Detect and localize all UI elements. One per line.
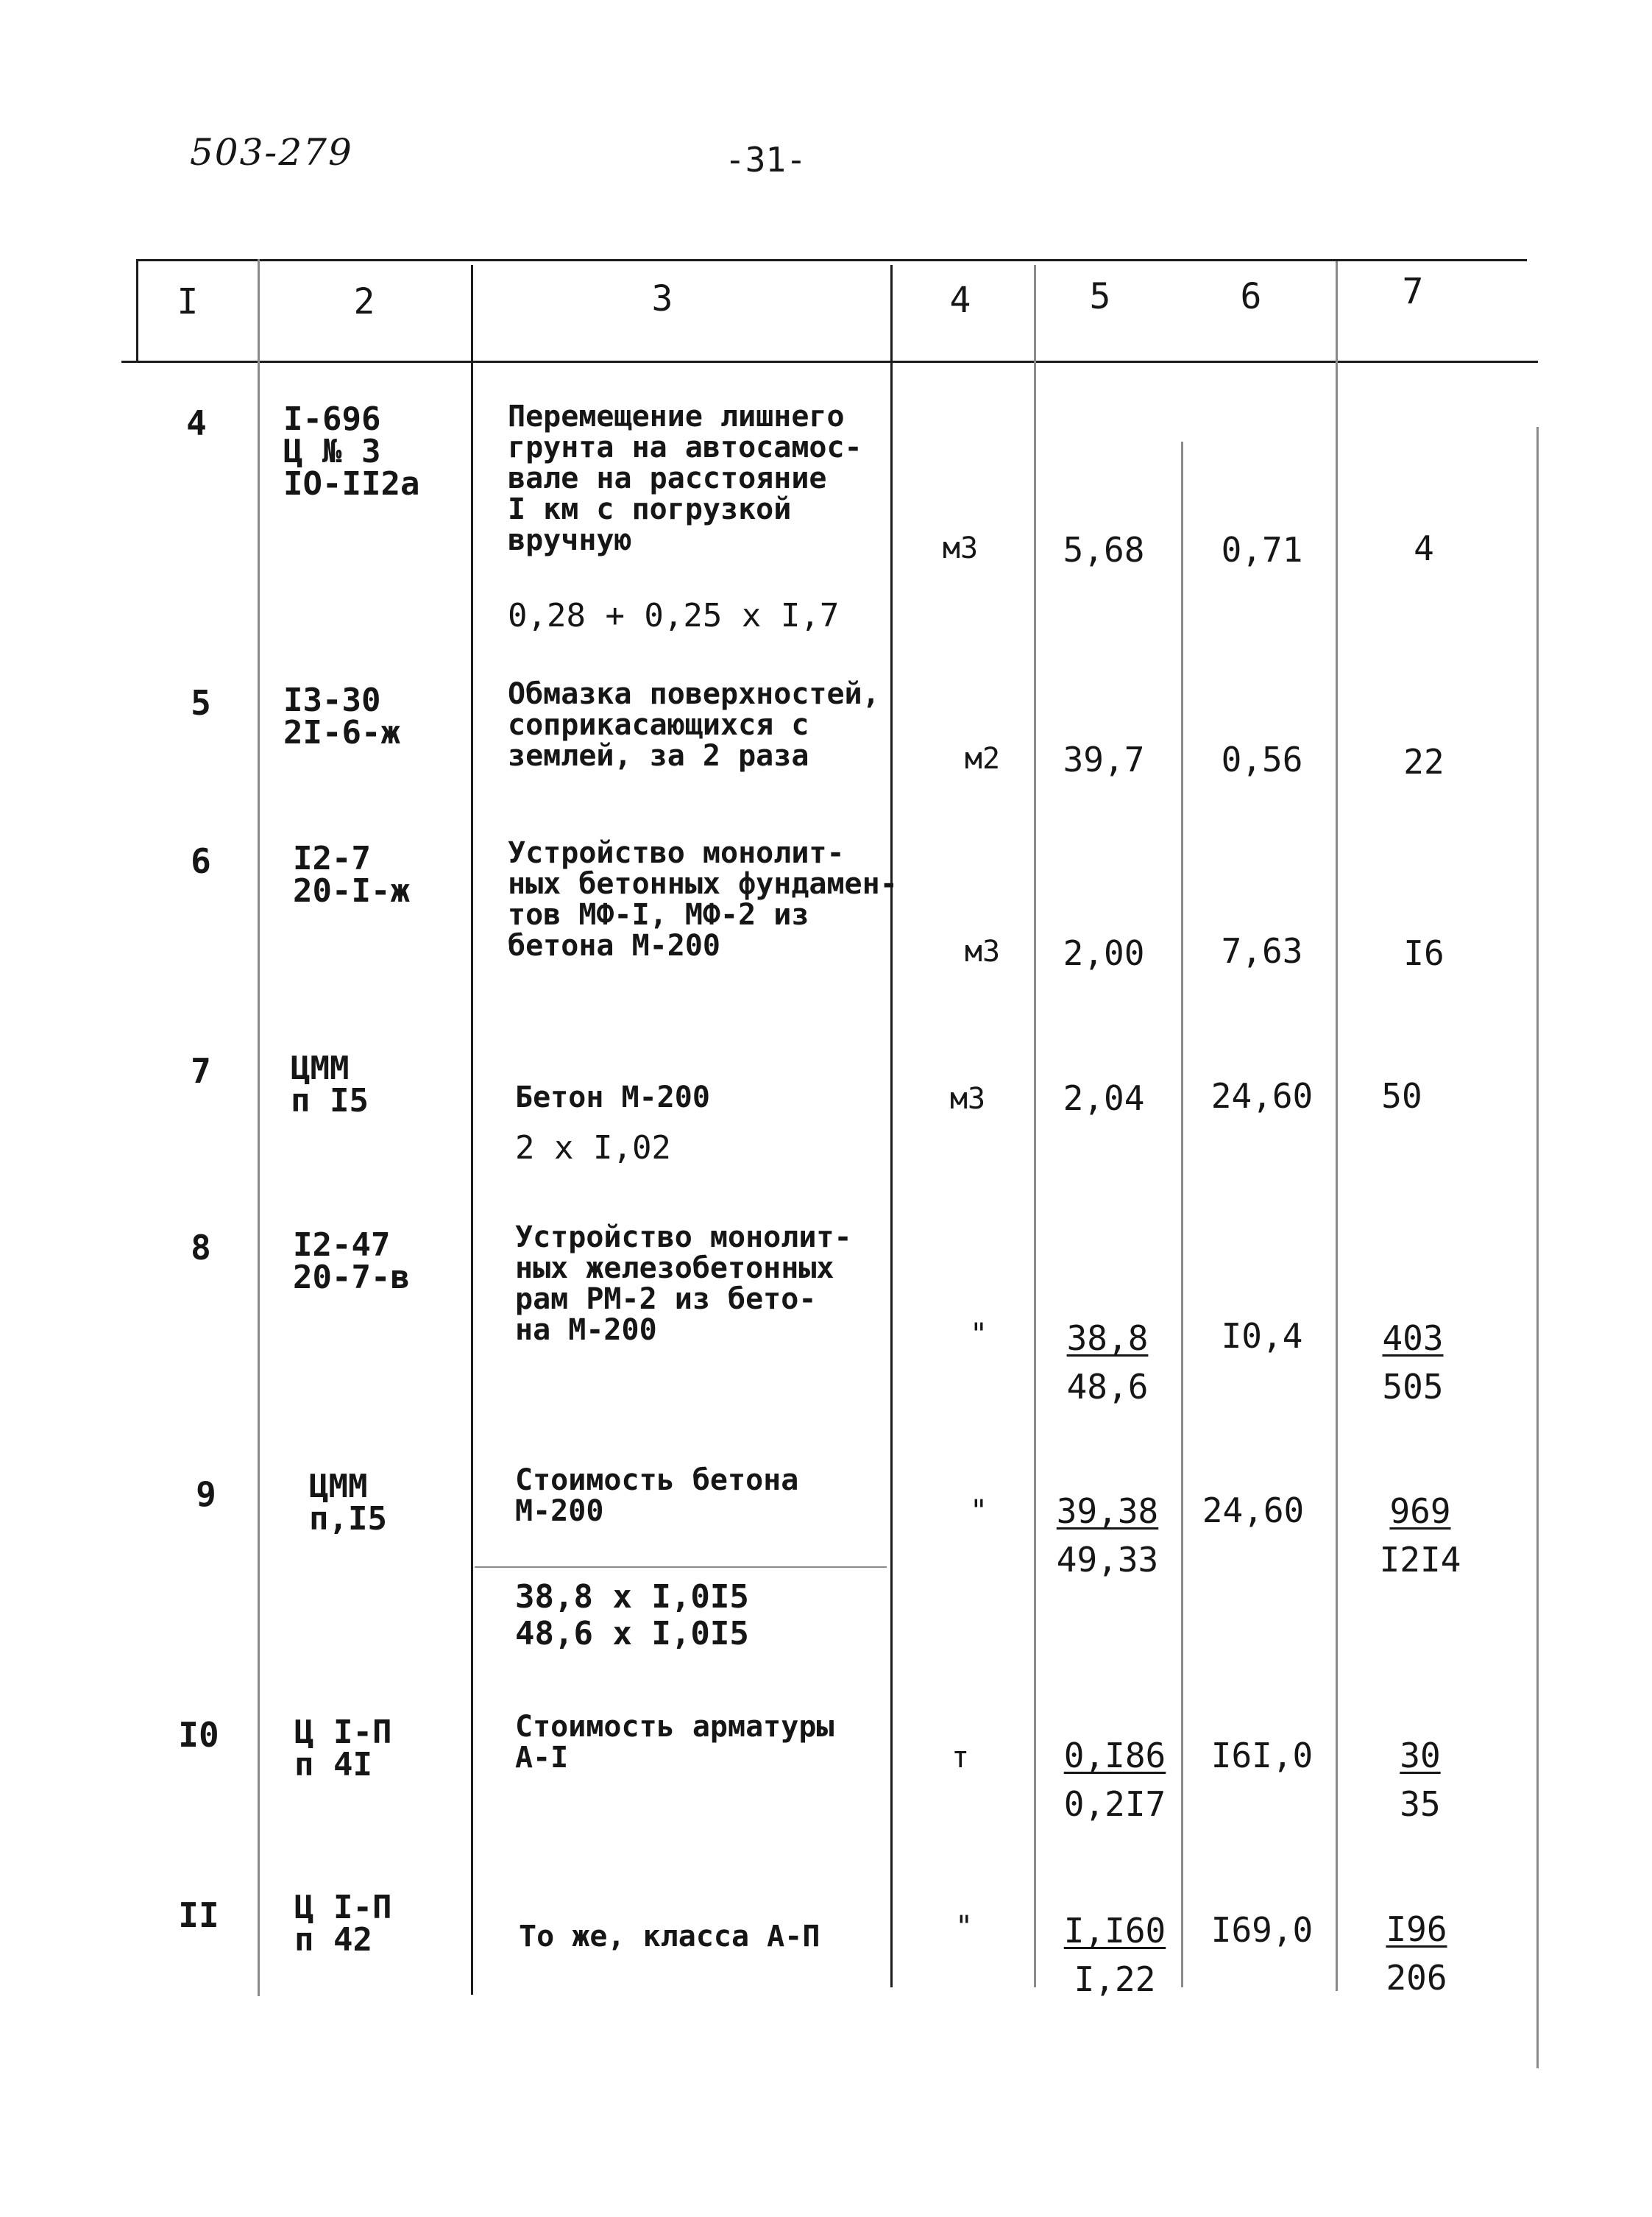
quantity-denominator: I,22 bbox=[1074, 1959, 1156, 1999]
quantity-denominator: 0,2I7 bbox=[1063, 1784, 1166, 1824]
row-quantity: 39,7 bbox=[1063, 740, 1145, 779]
header-bottom-rule bbox=[121, 361, 1538, 363]
row-number: 8 bbox=[191, 1228, 211, 1267]
table-top-rule bbox=[136, 259, 1527, 261]
column-header-5: 5 bbox=[1089, 276, 1111, 317]
formula-divider bbox=[475, 1566, 887, 1568]
row-quantity: 2,00 bbox=[1063, 933, 1145, 973]
quantity-numerator: 39,38 bbox=[1056, 1491, 1159, 1531]
row-number: I0 bbox=[178, 1715, 219, 1755]
row-quantity: 5,68 bbox=[1063, 530, 1145, 570]
row-unit-price: 0,56 bbox=[1221, 740, 1303, 779]
column-header-4: 4 bbox=[949, 280, 971, 321]
quantity-denominator: 49,33 bbox=[1056, 1540, 1159, 1580]
row-formula: 2 x I,02 bbox=[515, 1129, 671, 1167]
row-reference: I-696 Ц № 3 IO-II2a bbox=[283, 400, 420, 503]
row-formula: 0,28 + 0,25 x I,7 bbox=[508, 597, 840, 634]
row-cost bbox=[1350, 1487, 1490, 1584]
row-description: То же, класса А-П bbox=[519, 1920, 820, 1953]
column-header-2: 2 bbox=[353, 281, 375, 322]
row-reference: Ц I-П п 4I bbox=[294, 1714, 392, 1783]
row-unit: " bbox=[969, 1318, 988, 1351]
cost-denominator: 505 bbox=[1382, 1367, 1444, 1407]
column-divider bbox=[1034, 265, 1036, 1987]
column-divider bbox=[890, 265, 893, 1987]
row-reference: ЦММ п I5 bbox=[291, 1050, 369, 1120]
row-description: Бетон М-200 bbox=[515, 1081, 710, 1114]
row-reference: I2-47 20-7-в bbox=[293, 1226, 410, 1296]
column-divider bbox=[258, 259, 260, 1996]
row-formula: 38,8 x I,0I5 48,6 x I,0I5 bbox=[515, 1578, 749, 1652]
row-number: 9 bbox=[196, 1474, 216, 1514]
column-header-1: I bbox=[177, 281, 199, 322]
row-quantity: 2,04 bbox=[1063, 1078, 1145, 1118]
row-cost: I6 bbox=[1403, 933, 1444, 973]
row-unit: " bbox=[969, 1494, 988, 1528]
cost-numerator: 969 bbox=[1389, 1491, 1451, 1531]
row-cost bbox=[1350, 1731, 1490, 1828]
column-divider bbox=[1536, 427, 1539, 2068]
row-unit-price: 0,71 bbox=[1221, 530, 1303, 570]
page-number: -31- bbox=[725, 140, 806, 180]
column-header-3: 3 bbox=[651, 278, 673, 319]
row-reference: I2-7 20-I-ж bbox=[293, 840, 410, 910]
row-description: Перемещение лишнего грунта на автосамос- вале на расстояние I км с погрузкой вручную bbox=[508, 400, 862, 557]
row-unit-price: I6I,0 bbox=[1210, 1736, 1314, 1775]
row-number: 6 bbox=[191, 841, 211, 881]
row-description: Устройство монолит- ных железобетонных рам РМ-2 из бето- на М-200 bbox=[515, 1220, 852, 1347]
cost-numerator: 403 bbox=[1382, 1318, 1444, 1358]
row-cost: 4 bbox=[1414, 528, 1434, 568]
quantity-numerator: I,I60 bbox=[1063, 1911, 1166, 1951]
row-number: 5 bbox=[191, 683, 211, 723]
cost-denominator: 35 bbox=[1400, 1784, 1441, 1824]
row-reference: ЦММ п,I5 bbox=[309, 1468, 387, 1538]
row-unit: м3 bbox=[964, 935, 1001, 969]
column-header-6: 6 bbox=[1240, 276, 1262, 317]
row-number: 7 bbox=[191, 1051, 211, 1091]
row-unit-price: 24,60 bbox=[1202, 1491, 1305, 1530]
row-description: Обмазка поверхностей, соприкасающихся с землей, за 2 раза bbox=[508, 677, 880, 773]
row-unit: м2 bbox=[964, 742, 1001, 776]
row-cost bbox=[1343, 1314, 1483, 1411]
row-unit: т bbox=[951, 1741, 970, 1775]
cost-numerator: I96 bbox=[1386, 1909, 1447, 1949]
row-unit: м3 bbox=[942, 531, 979, 565]
row-reference: Ц I-П п 42 bbox=[294, 1889, 392, 1959]
column-divider bbox=[471, 265, 473, 1995]
row-reference: I3-30 2I-6-ж bbox=[283, 682, 400, 752]
row-unit-price: I69,0 bbox=[1210, 1910, 1314, 1950]
row-cost: 22 bbox=[1403, 742, 1444, 782]
row-quantity bbox=[1045, 1906, 1185, 2004]
row-unit-price: 7,63 bbox=[1221, 931, 1303, 971]
column-divider bbox=[136, 259, 138, 362]
row-description: Стоимость арматуры А-I bbox=[515, 1710, 834, 1775]
cost-denominator: 206 bbox=[1386, 1958, 1447, 1998]
row-quantity bbox=[1038, 1487, 1177, 1584]
column-divider bbox=[1336, 261, 1338, 1991]
row-number: II bbox=[178, 1895, 219, 1935]
row-number: 4 bbox=[186, 403, 207, 443]
cost-numerator: 30 bbox=[1400, 1736, 1441, 1775]
quantity-numerator: 0,I86 bbox=[1063, 1736, 1166, 1775]
quantity-denominator: 48,6 bbox=[1066, 1367, 1149, 1407]
column-header-7: 7 bbox=[1402, 271, 1424, 312]
row-unit-price: 24,60 bbox=[1210, 1076, 1314, 1116]
row-description: Устройство монолит- ных бетонных фундамен- тов МФ-I, МФ-2 из бетона М-200 bbox=[508, 836, 898, 963]
row-unit-price: I0,4 bbox=[1221, 1316, 1303, 1356]
row-cost bbox=[1347, 1905, 1486, 2002]
quantity-numerator: 38,8 bbox=[1066, 1318, 1149, 1358]
cost-denominator: I2I4 bbox=[1379, 1540, 1461, 1580]
row-quantity bbox=[1045, 1731, 1185, 1828]
row-description: Стоимость бетона М-200 bbox=[515, 1463, 799, 1528]
row-quantity bbox=[1038, 1314, 1177, 1411]
document-code: 503-279 bbox=[190, 131, 353, 174]
row-cost: 50 bbox=[1381, 1076, 1422, 1116]
row-unit: м3 bbox=[949, 1082, 986, 1116]
row-unit: " bbox=[954, 1910, 974, 1944]
